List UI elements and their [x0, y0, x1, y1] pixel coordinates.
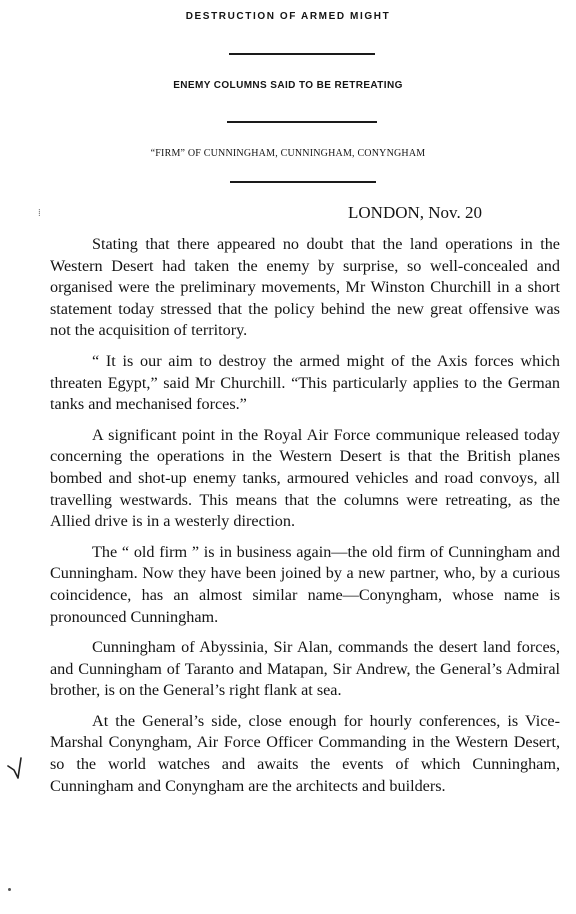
article-paragraph: A significant point in the Royal Air Force communique released today concerning the operations in the Western Desert is that the British planes bombed and shot-up enemy tanks, armoured vehicles and road convoys, all travelling westwards. This means that the columns were retreating, as the Allied drive is in a westerly direction. — [50, 425, 560, 531]
dateline-rule — [230, 181, 376, 183]
pencil-tick-icon — [6, 754, 28, 780]
article-body — [50, 234, 560, 806]
headline-rule — [229, 53, 375, 55]
main-headline: DESTRUCTION OF ARMED MIGHT — [185, 11, 391, 22]
ink-dot-icon — [8, 888, 11, 891]
print-speck-icon: ⁞ — [38, 208, 41, 219]
article-paragraph: Stating that there appeared no doubt that the land operations in the Western Desert had taken the enemy by surprise, so well-concealed and organised were the preliminary movements, Mr Winston Churchill in a short statement today stressed that the policy behind the new great offensive was not the acquisition of territory. — [50, 235, 560, 340]
article-paragraph: The “ old firm ” is in business again—the old firm of Cunningham and Cunningham. Now they have been joined by a new partner, who, by a curious coincidence, has an almost similar name—Conyngham, whose name is pronounced Cunningham. — [50, 542, 560, 626]
subheadline-rule — [227, 121, 377, 123]
article-paragraph: “ It is our aim to destroy the armed might of the Axis forces which threaten Egypt,” said Mr Churchill. “This particularly applies to the German tanks and mechanised forces.” — [50, 351, 560, 414]
article-paragraph: At the General’s side, close enough for hourly conferences, is Vice-Marshal Conyngham, Air Force Officer Commanding in the Western Desert, so the world watches and awaits the events of which Cunningham, Cunningham and Conyngham are the architects and builders. — [50, 711, 560, 795]
third-headline: “FIRM” OF CUNNINGHAM, CUNNINGHAM, CONYNGHAM — [150, 148, 426, 159]
dateline: LONDON, Nov. 20 — [348, 203, 482, 222]
article-paragraph: Cunningham of Abyssinia, Sir Alan, commands the desert land forces, and Cunningham of Taranto and Matapan, Sir Andrew, the General’s Admiral brother, is on the General’s right flank at sea. — [50, 638, 560, 700]
sub-headline: ENEMY COLUMNS SAID TO BE RETREATING — [173, 80, 403, 91]
